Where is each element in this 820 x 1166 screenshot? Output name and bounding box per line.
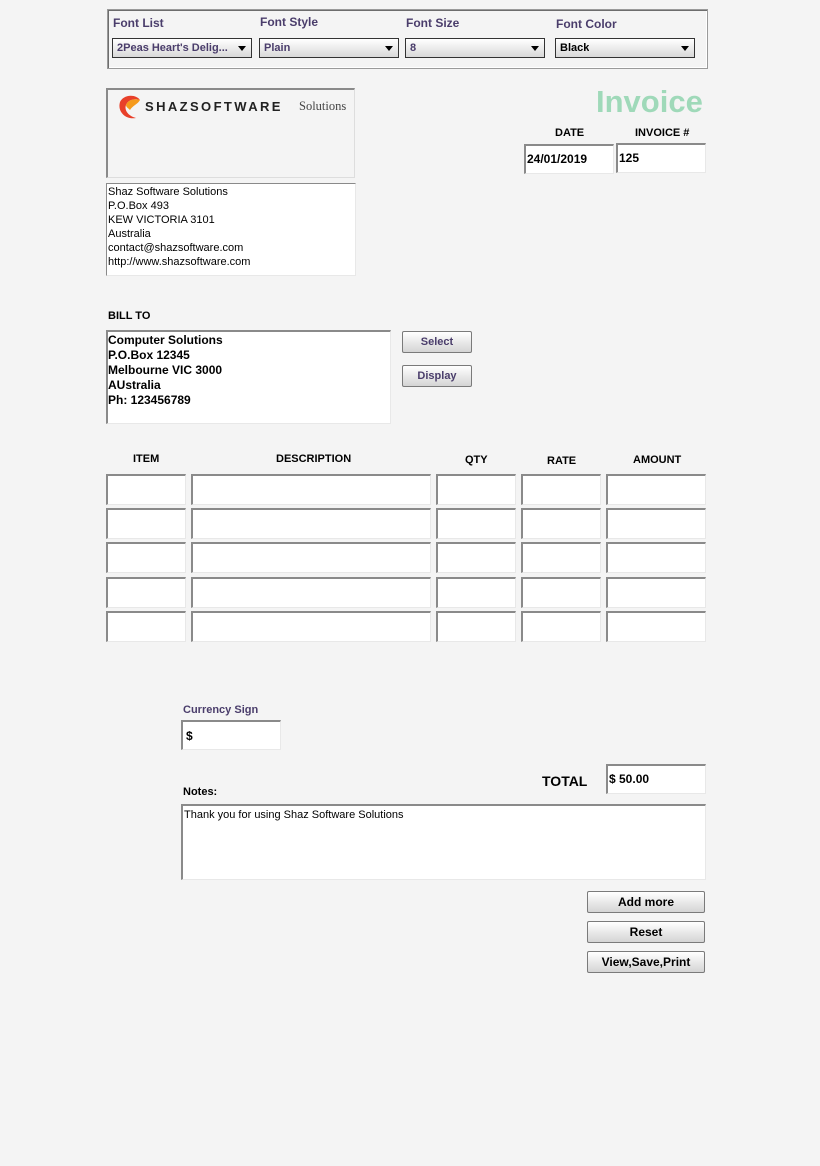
row-5-amount-cell[interactable] bbox=[606, 611, 706, 642]
font-style-dropdown[interactable] bbox=[259, 38, 399, 58]
total-field[interactable]: $ 50.00 bbox=[606, 764, 706, 794]
flame-logo-icon bbox=[114, 92, 144, 122]
logo-brand: SHAZSOFTWARE bbox=[145, 99, 283, 114]
currency-field[interactable]: $ bbox=[181, 720, 281, 750]
row-1-description-cell[interactable] bbox=[191, 474, 431, 505]
row-1-qty-cell[interactable] bbox=[436, 474, 516, 505]
font-list-dropdown[interactable] bbox=[112, 38, 252, 58]
row-3-description-cell[interactable] bbox=[191, 542, 431, 573]
date-label: DATE bbox=[555, 127, 585, 139]
display-button[interactable]: Display bbox=[402, 365, 472, 387]
font-color-value: Black bbox=[560, 42, 590, 54]
invoice-number-label: INVOICE # bbox=[635, 127, 690, 139]
row-2-description-cell[interactable] bbox=[191, 508, 431, 539]
font-list-label: Font List bbox=[113, 16, 164, 30]
header-item: ITEM bbox=[133, 453, 160, 465]
row-1-item-cell[interactable] bbox=[106, 474, 186, 505]
invoice-number-field[interactable]: 125 bbox=[616, 143, 706, 173]
company-address-field[interactable]: Shaz Software Solutions P.O.Box 493 KEW VICTORIA 3101 Australia contact@shazsoftware.com http://www.shazsoftware.com bbox=[106, 183, 356, 276]
row-1-rate-cell[interactable] bbox=[521, 474, 601, 505]
font-color-label: Font Color bbox=[556, 17, 617, 31]
row-5-qty-cell[interactable] bbox=[436, 611, 516, 642]
row-4-rate-cell[interactable] bbox=[521, 577, 601, 608]
font-color-dropdown[interactable] bbox=[555, 38, 695, 58]
header-rate: RATE bbox=[547, 455, 577, 467]
font-size-value: 8 bbox=[410, 42, 417, 54]
header-amount: AMOUNT bbox=[633, 454, 682, 466]
date-field[interactable]: 24/01/2019 bbox=[524, 144, 614, 174]
row-4-item-cell[interactable] bbox=[106, 577, 186, 608]
chevron-down-icon bbox=[238, 46, 246, 51]
header-qty: QTY bbox=[465, 454, 488, 466]
row-4-amount-cell[interactable] bbox=[606, 577, 706, 608]
logo-box[interactable] bbox=[106, 88, 355, 178]
font-list-value: 2Peas Heart's Delig... bbox=[117, 42, 228, 54]
total-label: TOTAL bbox=[542, 773, 588, 789]
view-save-print-button[interactable]: View,Save,Print bbox=[587, 951, 705, 973]
row-4-description-cell[interactable] bbox=[191, 577, 431, 608]
row-2-rate-cell[interactable] bbox=[521, 508, 601, 539]
row-3-qty-cell[interactable] bbox=[436, 542, 516, 573]
notes-label: Notes: bbox=[183, 786, 218, 798]
row-3-amount-cell[interactable] bbox=[606, 542, 706, 573]
currency-label: Currency Sign bbox=[183, 704, 259, 716]
header-description: DESCRIPTION bbox=[276, 453, 352, 465]
row-4-qty-cell[interactable] bbox=[436, 577, 516, 608]
invoice-title: Invoice bbox=[596, 84, 703, 119]
font-size-label: Font Size bbox=[406, 16, 460, 30]
row-2-amount-cell[interactable] bbox=[606, 508, 706, 539]
row-5-description-cell[interactable] bbox=[191, 611, 431, 642]
row-5-rate-cell[interactable] bbox=[521, 611, 601, 642]
add-more-button[interactable]: Add more bbox=[587, 891, 705, 913]
reset-button[interactable]: Reset bbox=[587, 921, 705, 943]
select-button[interactable]: Select bbox=[402, 331, 472, 353]
font-style-label: Font Style bbox=[260, 15, 319, 29]
row-3-rate-cell[interactable] bbox=[521, 542, 601, 573]
row-3-item-cell[interactable] bbox=[106, 542, 186, 573]
font-style-value: Plain bbox=[264, 42, 291, 54]
bill-to-label: BILL TO bbox=[108, 310, 151, 322]
logo-suffix: Solutions bbox=[299, 99, 347, 113]
row-5-item-cell[interactable] bbox=[106, 611, 186, 642]
chevron-down-icon bbox=[681, 46, 689, 51]
row-2-item-cell[interactable] bbox=[106, 508, 186, 539]
chevron-down-icon bbox=[531, 46, 539, 51]
notes-field[interactable]: Thank you for using Shaz Software Solutions bbox=[181, 804, 706, 880]
row-1-amount-cell[interactable] bbox=[606, 474, 706, 505]
bill-to-field[interactable]: Computer Solutions P.O.Box 12345 Melbourne VIC 3000 AUstralia Ph: 123456789 bbox=[106, 330, 391, 424]
chevron-down-icon bbox=[385, 46, 393, 51]
row-2-qty-cell[interactable] bbox=[436, 508, 516, 539]
font-size-dropdown[interactable] bbox=[405, 38, 545, 58]
